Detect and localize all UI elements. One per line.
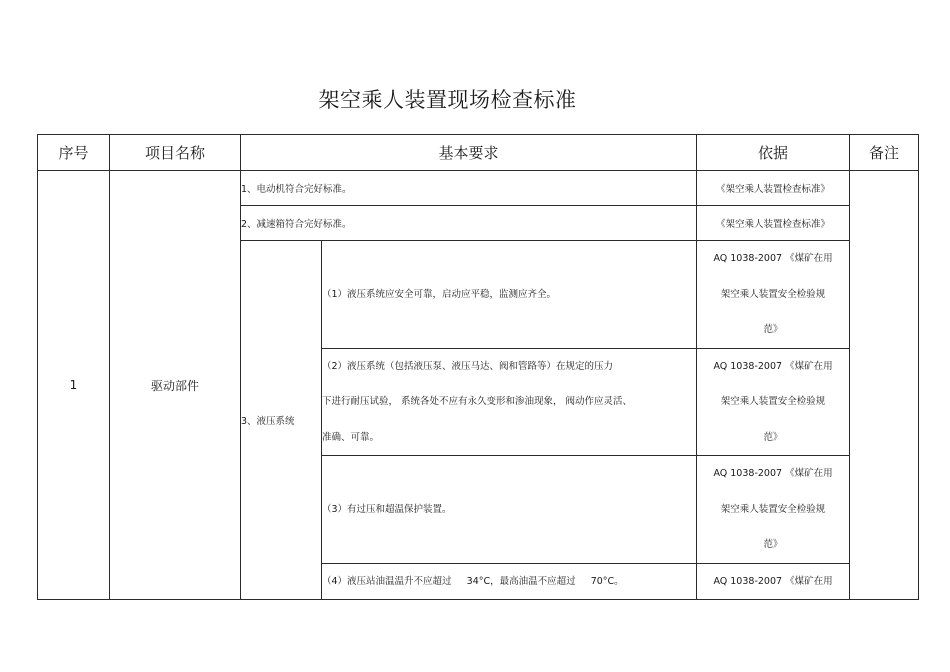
page-title: 架空乘人装置现场检查标准 bbox=[318, 88, 577, 112]
remarks-cell bbox=[850, 171, 919, 600]
requirement-hydraulic-3 bbox=[322, 456, 697, 564]
requirement-line: （1）液压系统应安全可靠，启动应平稳，监测应齐全。 bbox=[322, 288, 557, 300]
table-row bbox=[38, 171, 919, 206]
basis-reducer: 《架空乘人装置检查标准》 bbox=[697, 206, 850, 241]
basis-line: 架空乘人装置安全检验规 bbox=[720, 503, 826, 515]
header-seq: 序号 bbox=[38, 135, 110, 171]
table-header-row bbox=[38, 135, 919, 171]
hydraulic-system-label: 3、液压系统 bbox=[241, 241, 322, 600]
requirement-line: （2）液压系统（包括液压泵、液压马达、阀和管路等）在规定的压力 bbox=[322, 360, 614, 372]
basis-line: 范》 bbox=[763, 539, 783, 550]
basis-line: AQ 1038-2007 《煤矿在用 bbox=[713, 575, 833, 587]
header-requirements: 基本要求 bbox=[241, 135, 697, 171]
inspection-standard-table bbox=[37, 134, 919, 600]
item-cell: 驱动部件 bbox=[110, 171, 241, 600]
basis-line: AQ 1038-2007 《煤矿在用 bbox=[713, 253, 833, 264]
basis-hydraulic-2 bbox=[697, 348, 850, 456]
basis-hydraulic-3 bbox=[697, 456, 850, 564]
header-item: 项目名称 bbox=[110, 135, 241, 171]
basis-line: 架空乘人装置安全检验规 bbox=[720, 288, 826, 300]
basis-line: AQ 1038-2007 《煤矿在用 bbox=[713, 360, 833, 372]
requirement-reducer: 2、减速箱符合完好标准。 bbox=[241, 206, 697, 241]
requirement-line: （3）有过压和超温保护装置。 bbox=[322, 503, 452, 515]
requirement-motor: 1、电动机符合完好标准。 bbox=[241, 171, 697, 206]
requirement-line: 下进行耐压试验， 系统各处不应有永久变形和渗油现象， 阀动作应灵活、 bbox=[322, 396, 633, 407]
seq-cell: 1 bbox=[38, 171, 110, 600]
basis-line: 架空乘人装置安全检验规 bbox=[720, 396, 826, 407]
basis-hydraulic-1 bbox=[697, 241, 850, 349]
requirement-hydraulic-2 bbox=[322, 348, 697, 456]
requirement-line: （4）液压站油温温升不应超过 34°C，最高油温不应超过 70°C。 bbox=[322, 575, 624, 587]
requirement-hydraulic-4 bbox=[322, 563, 697, 600]
basis-motor: 《架空乘人装置检查标准》 bbox=[697, 171, 850, 206]
requirement-line: 准确、可靠。 bbox=[322, 431, 380, 443]
header-basis: 依据 bbox=[697, 135, 850, 171]
header-remarks: 备注 bbox=[850, 135, 919, 171]
basis-hydraulic-4 bbox=[697, 563, 850, 600]
requirement-hydraulic-1 bbox=[322, 241, 697, 349]
basis-line: 范》 bbox=[763, 324, 783, 335]
basis-line: 范》 bbox=[763, 431, 783, 443]
basis-line: AQ 1038-2007 《煤矿在用 bbox=[713, 468, 833, 479]
